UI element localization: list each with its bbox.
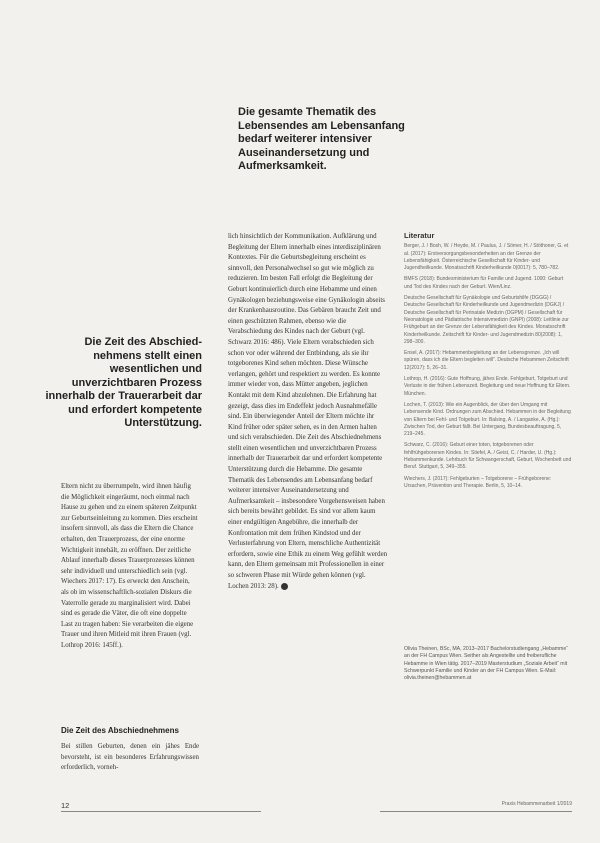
literature-entry: Ensel, A. (2017): Hebammenbegleitung an der Lebensgrenze. „Ich will spüren, dass ich die Eltern begleiten will“. Deutsche Hebammen Zeitschrift 12(2017): 5, 26–31. [404, 350, 569, 371]
literature-entry: Lothrop, H. (2016): Gute Hoffnung, jähes Ende. Fehlgeburt, Totgeburt und Verluste in der frühen Lebenszeit. Begleitung und neue Hoffnung für Eltern. München. [404, 376, 571, 397]
journal-footer: Praxis Hebammenarbeit 1/2019 [501, 801, 572, 807]
literature-entry: Deutsche Gesellschaft für Gynäkologie und Geburtshilfe (DGGG) / Deutsche Gesellschaft für Kinderheilkunde und Jugendmedizin (DGKJ) / Deutsche Gesellschaft für Perinatale Medizin (DGPM) / Gesellschaft für Neonatologie und Pädiatrische Intensivmedizin (GNPI) (2008): Leitlinie zur Frühgeburt an der Grenze der Lebensfähigkeit des Kindes. Monatsschrift Kinderheilkunde. Zeitschrift für Kinder- und Jugendmedizin 80(2008): 1, 298–300. [404, 295, 569, 345]
pullquote-top: Die gesamte Thematik des Lebensendes am Lebensanfang bedarf weiterer intensiver Auseinandersetzung und Aufmerksamkeit. [238, 106, 405, 172]
literature-section [404, 232, 572, 494]
literature-entry: Lochen, T. (2013): Wie ein Augenblick, der über den Umgang mit Lebensende Kind. Ordnungen zum Abschied. Hebammen in der Begleitung von Eltern bei Fehl- und Totgeburt. In: Balsing, A. / Langanke, A. (Hg.): Zwischen Tod, der Geburt fällt. Bei Untergang, Bundesbeauftragung, 5, 219–245. [404, 401, 571, 438]
literature-title: Literatur [404, 231, 435, 240]
body-text: lich hinsichtlich der Kommunikation. Aufklärung und Begleitung der Eltern innerhalb eines interdisziplinären Kontextes. Für die Geburtsbegleitung erscheint es sinnvoll, den Personalwechsel so gut wie möglich zu reduzieren. Im besten Fall erfolgt die Begleitung der Geburt kontinuierlich durch eine Hebamme und einen Gynäkologen beziehungsweise eine Gynäkologin abseits der Krankenhausroutine. Das Gebären braucht Zeit und einen geschützten Rahmen, ebenso wie die Verabschiedung des Kindes nach der Geburt (vgl. Schwarz 2016: 486). Viele Eltern verabschieden sich schon vor oder während der Entbindung, als sie ihr totgeborenes Kind sehen möchten. Diese Wünsche verlangen, gehört und respektiert zu werden. Es konnte immer wieder von, dass Mütter angeben, jeglichen Kontakt mit dem Kind abzulehnen. Die Erfahrung hat gezeigt, dass dies im Endeffekt jedoch Ausnahmefälle sind. Ein überwiegender Anteil der Eltern möchte ihr Kind früher oder später sehen, es in den Armen halten und sich verabschieden. Die Zeit des Abschiednehmens stellt einen wesentlichen und unverzichtbaren Prozess innerhalb der Trauerarbeit dar und erfordert kompetente Unterstützung durch die Hebamme. Die gesamte Thematik des Lebensendes am Lebensanfang bedarf weiterer intensiver Auseinandersetzung und Aufmerksamkeit – insbesondere Vorgehensweisen haben sich bereits bewährt gebildet. Es sind vor allem kaum einer endgültigen Angebühre, die innerhalb der Konfrontation mit dem frühen Kindstod und der Verlusterfahrung von Eltern, menschliche Authentizität erfordern, sowie eine Ethik zu einem Weg gefühlt werden kann, den Eltern gemeinsam mit Professionellen in einer so schweren Phase mit Würde gehen können (vgl. Lochen 2013: 28). [228, 233, 388, 590]
literature-entry: Wiechers, J. (2017): Fehlgeburten – Totgeborene – Frühgeborene: Ursachen, Prävention und Therapie. Berlin, 5, 10–14. [404, 475, 552, 489]
body-paragraph: Bei stillen Geburten, denen ein jähes Ende bevorsteht, ist ein besonderes Erfahrungswissen erforderlich, vorneh- [61, 743, 199, 772]
section-heading: Die Zeit des Abschiednehmens [61, 726, 179, 735]
footer-rule-left [61, 811, 261, 812]
body-column-left [61, 482, 199, 652]
footer-rule-right [380, 811, 572, 812]
literature-entry: Schwarz, C. (2016): Geburt einer toten, totgeborenen oder fehlfrühgeborenen Kindes. In: Stiefel, A. / Geist, C. / Harder, U. (Hg.): Hebammenkunde. Lehrbuch für Schwangerschaft, Geburt, Wochenbett und Beruf. Stuttgart, 5, 349–355. [404, 442, 572, 471]
author-bio: Olivia Theinen, BSc, MA, 2013–2017 Bachelorstudiengang „Hebamme“ an der FH Campus Wien. Seither als Angestellte und freiberufliche Hebamme in Wien tätig. 2017–2019 Masterstudium „Soziale Arbeit“ mit Schwerpunkt Familie und Kinder an der FH Campus Wien. E-Mail: olivia.theinen@hebammen.at [404, 646, 568, 682]
body-paragraph [228, 232, 388, 592]
literature-entry: BMFS (2018): Bundesministerium für Familie und Jugend. 1000: Geburt und Tod des Kindes nach der Geburt. Wien/Linz. [404, 276, 564, 290]
pullquote-left: Die Zeit des Abschied-nehmens stellt einen wesentlichen und unverzichtbaren Prozess innerhalb der Trauerarbeit dar und erfordert kompetente Unterstützung. [45, 336, 202, 429]
page-number: 12 [61, 801, 70, 810]
end-mark-icon [281, 583, 288, 590]
body-column-left-continuation [61, 742, 199, 774]
body-column-middle [228, 232, 388, 592]
body-paragraph: Eltern nicht zu überrumpeln, wird ihnen häufig die Möglichkeit eingeräumt, noch einmal nach Hause zu gehen und zu einem späteren Zeitpunkt zur Geburtseinleitung zu kommen. Dies erscheint insofern sinnvoll, als dass die Eltern die Chance erhalten, den Trauerprozess, der eine enorme Wichtigkeit innehält, zu eröffnen. Der zeitliche Ablauf innerhalb dieses Trauerprozesses können sehr individuell und unterschiedlich sein (vgl. Wiechers 2017: 17). Es erweckt den Anschein, als ob im wissenschaftlich-sozialen Diskurs die Vaterrolle gerade zu marginalisiert wird. Dabei sind es gerade die Väter, die oft eine doppelte Last zu tragen haben: Sie verarbeiten die eigene Trauer und ihren Mitleid mit ihren Frauen (vgl. Lothrop 2016: 145ff.). [61, 483, 198, 649]
literature-entry: Berger, J. / Bosh, W. / Heyde, M. / Paulus, J. / Sömer, H. / Stöthoner, G. et al. (2017): Erstversorgungsbesonderheiten an der Grenze der Lebensfähigkeit. Österreichische Gesellschaft für Kinder- und Jugendheilkunde. Monatsschrift Kinderheilkunde 0(0017): 5, 780–782. [404, 243, 569, 272]
